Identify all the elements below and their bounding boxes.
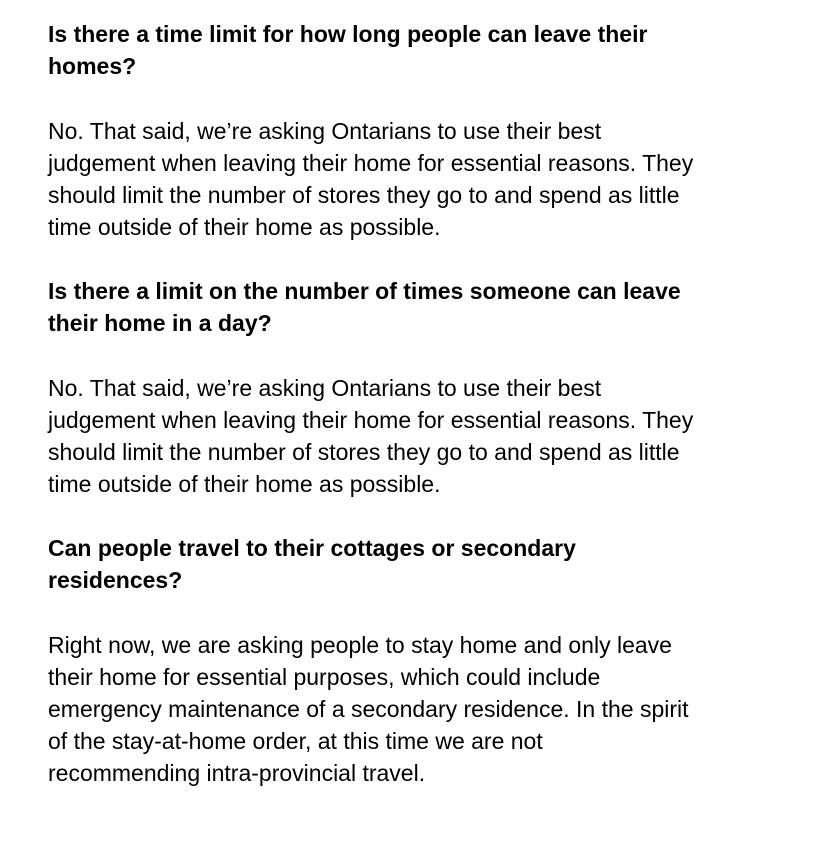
question-line: Can people travel to their cottages or secondary xyxy=(48,535,576,561)
answer-line: should limit the number of stores they go to and spend as little xyxy=(48,182,680,208)
answer-line: of the stay-at-home order, at this time we are not xyxy=(48,728,543,754)
answer-line: recommending intra-provincial travel. xyxy=(48,760,426,786)
answer-line: their home for essential purposes, which could include xyxy=(48,664,601,690)
faq-document xyxy=(48,18,808,789)
question-line: Is there a time limit for how long people can leave their xyxy=(48,21,648,47)
answer-line: Right now, we are asking people to stay home and only leave xyxy=(48,632,672,658)
faq-answer xyxy=(48,115,808,243)
faq-answer xyxy=(48,372,808,500)
answer-line: time outside of their home as possible. xyxy=(48,214,441,240)
faq-answer xyxy=(48,629,808,789)
answer-line: No. That said, we’re asking Ontarians to use their best xyxy=(48,375,602,401)
question-line: residences? xyxy=(48,567,183,593)
question-line: Is there a limit on the number of times someone can leave xyxy=(48,278,681,304)
question-line: their home in a day? xyxy=(48,310,272,336)
answer-line: judgement when leaving their home for essential reasons. They xyxy=(48,407,694,433)
faq-question xyxy=(48,532,808,596)
faq-question xyxy=(48,275,808,339)
answer-line: judgement when leaving their home for essential reasons. They xyxy=(48,150,694,176)
faq-item-cottages xyxy=(48,532,808,789)
faq-item-time-limit xyxy=(48,18,808,243)
answer-line: time outside of their home as possible. xyxy=(48,471,441,497)
question-line: homes? xyxy=(48,53,137,79)
answer-line: should limit the number of stores they go to and spend as little xyxy=(48,439,680,465)
answer-line: emergency maintenance of a secondary residence. In the spirit xyxy=(48,696,689,722)
faq-item-times-per-day xyxy=(48,275,808,500)
answer-line: No. That said, we’re asking Ontarians to use their best xyxy=(48,118,602,144)
faq-question xyxy=(48,18,808,82)
